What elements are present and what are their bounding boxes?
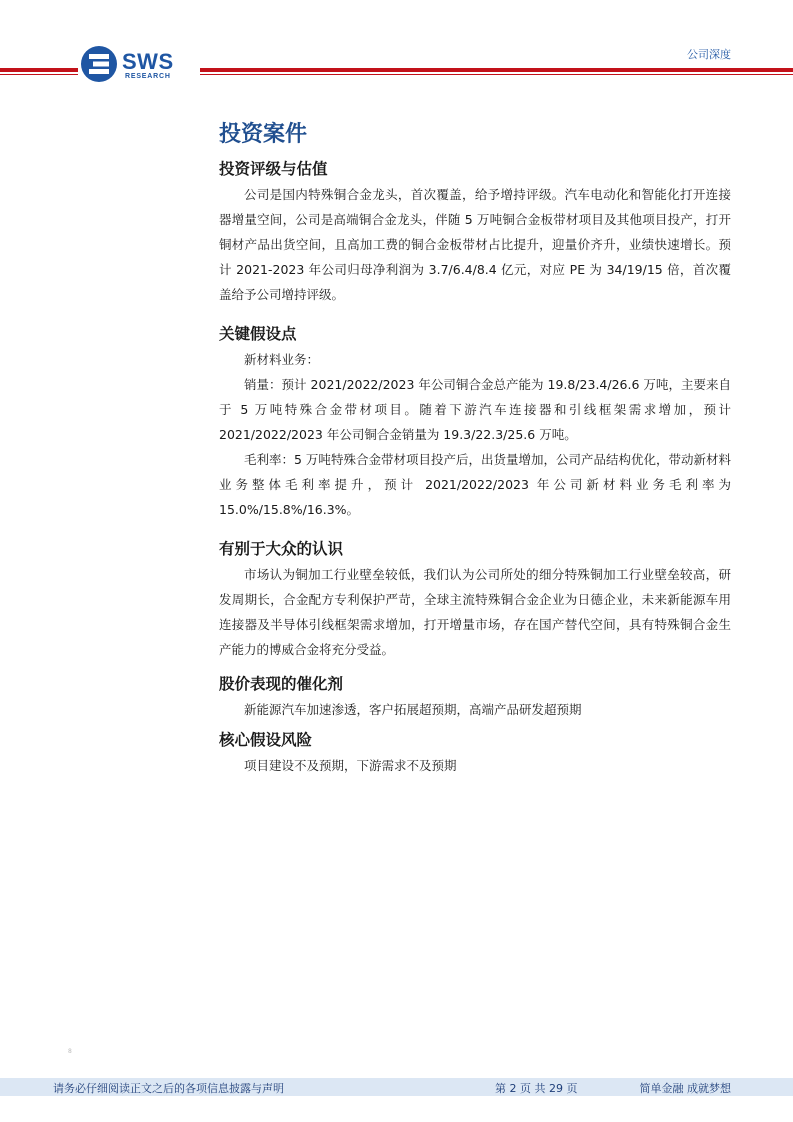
- header-divider-right: [200, 68, 793, 72]
- section-core-risks: [219, 727, 731, 778]
- brand-name: SWS: [122, 49, 174, 74]
- section-paragraph: 新能源汽车加速渗透，客户拓展超预期，高端产品研发超预期: [244, 702, 582, 717]
- section-paragraph: 项目建设不及预期，下游需求不及预期: [244, 758, 457, 773]
- section-heading: 核心假设风险: [219, 731, 313, 749]
- section-investment-rating: [219, 156, 731, 307]
- section-paragraph: 市场认为铜加工行业壁垒较低，我们认为公司所处的细分特殊铜加工行业壁垒较高，研发周期长，合金配方专利保护严苛，全球主流特殊铜合金企业为日德企业，未来新能源车用连接器及半导体引线框架需求增加，打开增量市场，存在国产替代空间，具有特殊铜合金生产能力的博威合金将充分受益。: [219, 567, 731, 657]
- header-divider-left-thin: [0, 74, 78, 75]
- section-heading: 关键假设点: [219, 325, 297, 343]
- main-content: [219, 118, 731, 778]
- brand-subtitle: RESEARCH: [125, 73, 171, 80]
- section-paragraph: 新材料业务：: [244, 352, 320, 367]
- report-type-label: 公司深度: [687, 48, 731, 61]
- section-heading: 有别于大众的认识: [219, 540, 344, 558]
- header-divider-right-thin: [200, 74, 793, 75]
- section-differentiated-view: [219, 536, 731, 662]
- section-paragraph: 公司是国内特殊铜合金龙头，首次覆盖，给予增持评级。汽车电动化和智能化打开连接器增量空间，公司是高端铜合金龙头，伴随 5 万吨铜合金板带材项目及其他项目投产，打开铜材产品出货空间，且高加工费的铜合金板带材占比提升，迎量价齐升，业绩快速增长。预计 2021-2023 年公司归母净利润为 3.7/6.4/8.4 亿元，对应 PE 为 34/19/15 倍，首次覆盖给予公司增持评级。: [219, 187, 731, 302]
- section-heading: 投资评级与估值: [219, 160, 328, 178]
- section-key-assumptions: [219, 321, 731, 522]
- footer-slogan: 简单金融 成就梦想: [639, 1082, 731, 1095]
- footer-small-mark: 8: [68, 1048, 72, 1055]
- footer-disclaimer: 请务必仔细阅读正文之后的各项信息披露与声明: [53, 1082, 284, 1095]
- section-paragraph: 毛利率：5 万吨特殊合金带材项目投产后，出货量增加，公司产品结构优化，带动新材料业务整体毛利率提升，预计 2021/2022/2023 年公司新材料业务毛利率为 15.0%/15.8%/16.3%。: [219, 452, 731, 517]
- sws-logo: [80, 45, 190, 85]
- section-paragraph: 销量：预计 2021/2022/2023 年公司铜合金总产能为 19.8/23.4/26.6 万吨，主要来自于 5 万吨特殊合金带材项目。随着下游汽车连接器和引线框架需求增加，预计 2021/2022/2023 年公司铜合金销量为 19.3/22.3/25.6 万吨。: [219, 377, 731, 442]
- section-catalysts: [219, 671, 731, 722]
- page-title: 投资案件: [219, 122, 308, 147]
- sws-logo-icon: [80, 45, 118, 83]
- footer-page-number: 第 2 页 共 29 页: [495, 1082, 578, 1095]
- header-divider-left: [0, 68, 78, 72]
- section-heading: 股价表现的催化剂: [219, 675, 344, 693]
